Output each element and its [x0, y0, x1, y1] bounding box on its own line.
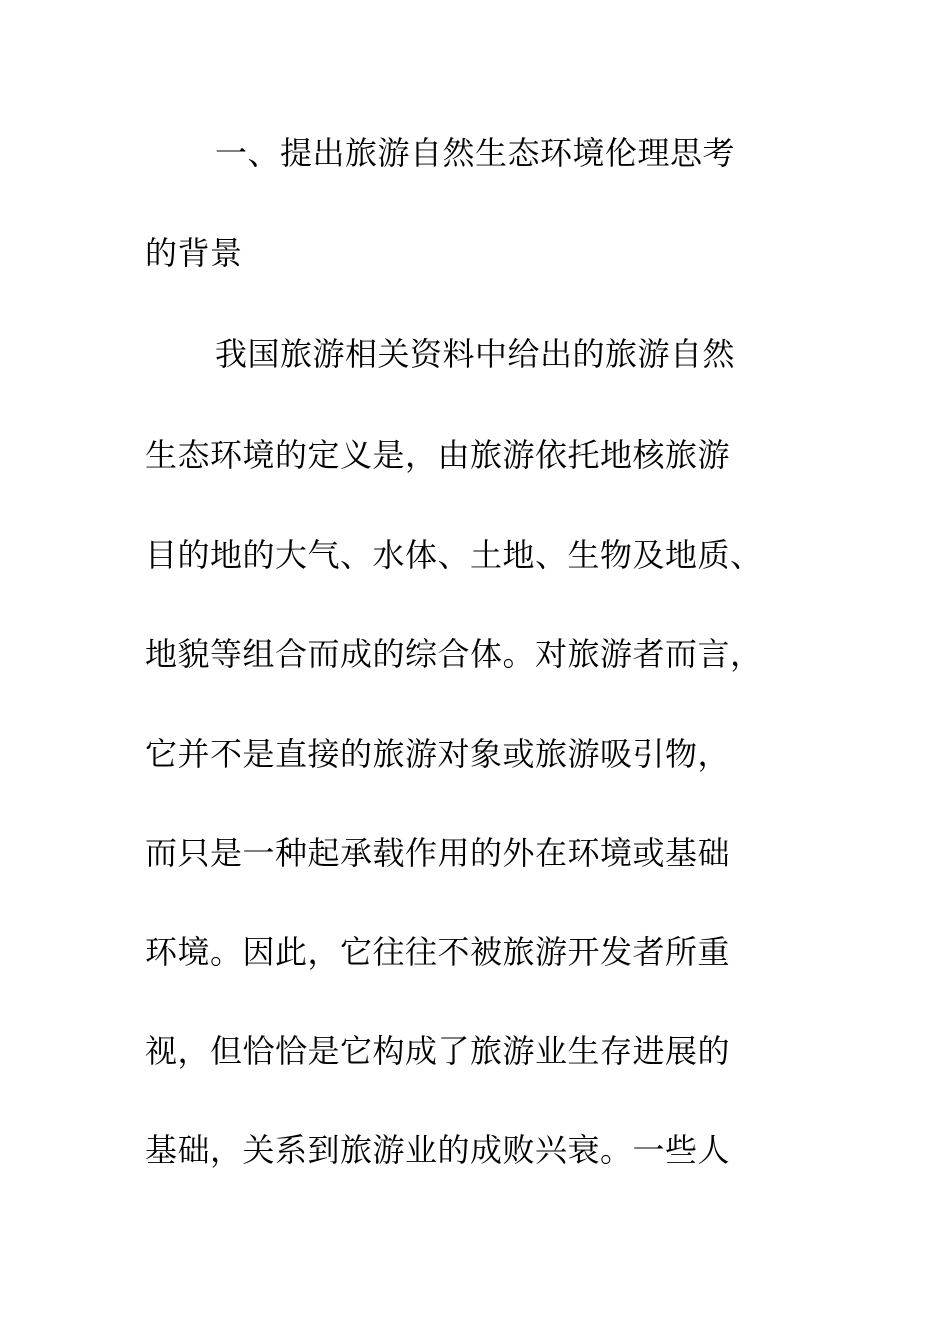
paragraph-line-9: 基础，关系到旅游业的成败兴衰。一些人: [145, 1131, 731, 1169]
paragraph-line-1: 我国旅游相关资料中给出的旅游自然: [215, 335, 736, 373]
paragraph-line-2: 生态环境的定义是，由旅游依托地核旅游: [145, 436, 731, 474]
section-heading-line-1: 一、提出旅游自然生态环境伦理思考: [215, 134, 736, 172]
paragraph-line-7: 环境。因此，它往往不被旅游开发者所重: [145, 933, 731, 971]
paragraph-line-3: 目的地的大气、水体、土地、生物及地质、: [145, 536, 763, 574]
paragraph-line-8: 视，但恰恰是它构成了旅游业生存进展的: [145, 1032, 731, 1070]
paragraph-line-4: 地貌等组合而成的综合体。对旅游者而言，: [145, 635, 763, 673]
paragraph-line-5: 它并不是直接的旅游对象或旅游吸引物，: [145, 735, 731, 773]
paragraph-line-6: 而只是一种起承载作用的外在环境或基础: [145, 834, 731, 872]
section-heading-line-2: 的背景: [145, 234, 243, 272]
